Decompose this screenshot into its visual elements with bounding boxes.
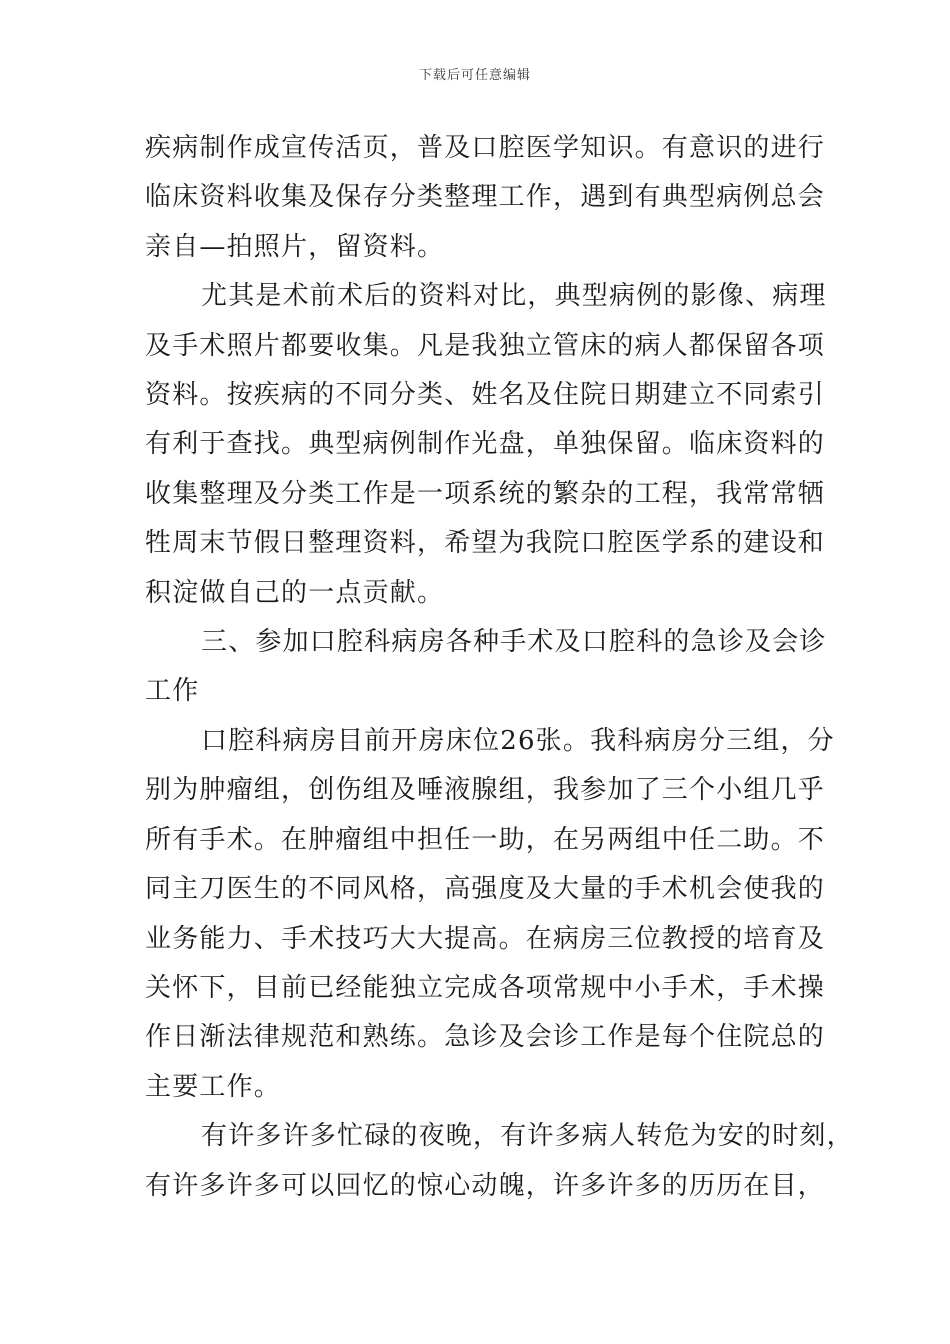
text-line: 收集整理及分类工作是一项系统的繁杂的工程，我常常牺 [145, 478, 826, 509]
paragraph [145, 124, 826, 272]
text-line: 同主刀医生的不同风格，高强度及大量的手术机会使我的 [145, 874, 826, 905]
text-line: 及手术照片都要收集。凡是我独立管床的病人都保留各项 [145, 330, 826, 361]
text-line: 积淀做自己的一点贡献。 [145, 577, 445, 608]
document-body [145, 124, 854, 1211]
text-line: 牲周末节假日整理资料，希望为我院口腔医学系的建设和 [145, 528, 826, 559]
paragraph [145, 1112, 854, 1211]
text-line: 所有手术。在肿瘤组中担任一助，在另两组中任二助。不 [145, 824, 826, 855]
text-line: 疾病制作成宣传活页，普及口腔医学知识。有意识的进行 [145, 133, 826, 163]
text-line: 口腔科病房目前开房床位26张。我科病房分三组，分 [201, 725, 835, 756]
text-line: 工作 [145, 676, 200, 707]
text-line: 有利于查找。典型病例制作光盘，单独保留。临床资料的 [145, 429, 826, 460]
paragraph [145, 717, 835, 1112]
text-line: 有许多许多忙碌的夜晚，有许多病人转危为安的时刻， [201, 1121, 854, 1152]
text-line: 作日渐法律规范和熟练。急诊及会诊工作是每个住院总的 [145, 1022, 826, 1053]
text-line: 三、参加口腔科病房各种手术及口腔科的急诊及会诊 [201, 627, 827, 658]
text-line: 尤其是术前术后的资料对比，典型病例的影像、病理 [201, 281, 827, 312]
section-heading [145, 618, 827, 717]
text-line: 关怀下，目前已经能独立完成各项常规中小手术，手术操 [145, 972, 826, 1003]
text-line: 有许多许多可以回忆的惊心动魄，许多许多的历历在目， [145, 1170, 826, 1201]
text-line: 亲自—拍照片，留资料。 [145, 231, 445, 262]
text-line: 别为肿瘤组，创伤组及唾液腺组，我参加了三个小组几乎 [145, 775, 826, 806]
text-line: 临床资料收集及保存分类整理工作，遇到有典型病例总会 [145, 182, 826, 213]
page-header: 下载后可任意编辑 [418, 68, 531, 83]
paragraph [145, 272, 827, 618]
text-line: 主要工作。 [145, 1071, 282, 1102]
text-line: 业务能力、手术技巧大大提高。在病房三位教授的培育及 [145, 923, 826, 954]
text-line: 资料。按疾病的不同分类、姓名及住院日期建立不同索引 [145, 380, 826, 411]
